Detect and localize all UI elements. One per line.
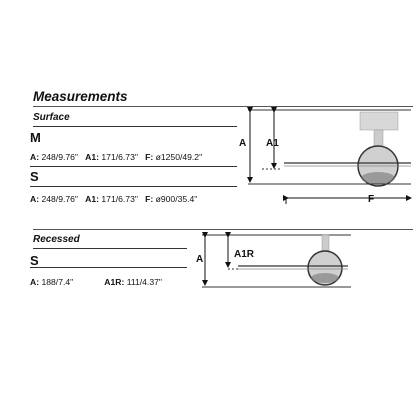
diagram-label-a: A [239,138,247,149]
surface-section-label: Surface [33,112,70,123]
spec-a1r-label: A1R: [104,277,125,287]
diagram-label-a1: A1 [266,138,279,149]
page-title: Measurements [33,89,128,104]
diagram-label-a1r: A1R [234,249,255,260]
spec-a1-value: 171/6.73" [101,194,138,204]
spec-a-value: 248/9.76" [41,194,78,204]
downrod-shape [322,235,329,251]
spec-f-label: F: [145,152,154,162]
spec-f-label: F: [145,194,154,204]
spec-a-value: 188/7.4" [41,277,74,287]
spec-a1-label: A1: [85,194,100,204]
spec-a-label: A: [30,277,40,287]
surface-size-s: S [30,169,39,184]
recessed-section-label: Recessed [33,234,80,245]
surface-s-specs [30,194,197,204]
spec-a-value: 248/9.76" [41,152,78,162]
spec-a1-value: 171/6.73" [101,152,138,162]
surface-m-specs [30,152,202,162]
surface-size-m: M [30,130,41,145]
spec-a-label: A: [30,194,40,204]
spec-a1r-value: 111/4.37" [126,277,162,287]
surface-fan-diagram [236,106,416,216]
spec-a1-label: A1: [85,152,100,162]
canopy-shape [360,112,398,130]
recessed-s-rule [30,267,187,268]
recessed-size-s: S [30,253,39,268]
recessed-fan-diagram [196,230,356,295]
surface-s-rule [30,186,237,187]
spec-a-label: A: [30,152,40,162]
diagram-label-f: F [368,194,375,205]
diagram-label-a: A [196,254,204,265]
spec-f-value: ø1250/49.2" [155,152,203,162]
recessed-s-specs [30,277,162,287]
spec-f-value: ø900/35.4" [155,194,198,204]
recessed-label-rule [33,248,187,249]
surface-m-rule [30,166,237,167]
surface-label-rule [33,126,237,127]
